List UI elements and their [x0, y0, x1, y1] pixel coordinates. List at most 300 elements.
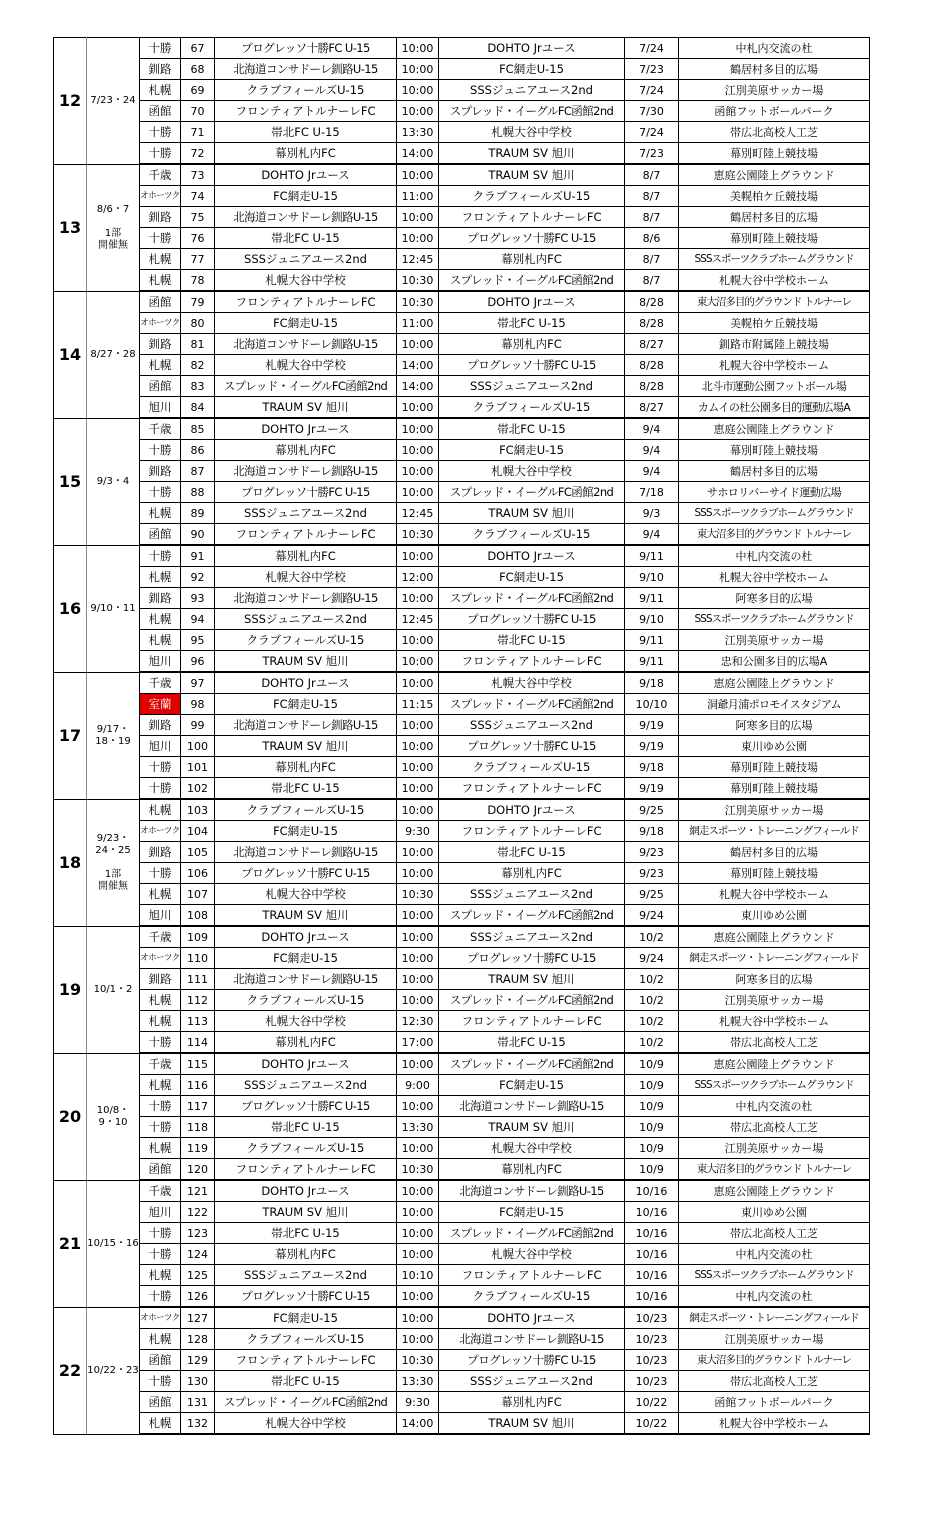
- match-area: 十勝: [140, 1286, 181, 1308]
- away-team: FC網走U-15: [439, 59, 625, 80]
- home-team: 札幌大谷中学校: [215, 1011, 397, 1032]
- match-area: 釧路: [140, 334, 181, 355]
- match-row: [54, 376, 870, 397]
- match-area: 札幌: [140, 567, 181, 588]
- match-date: 9/4: [625, 461, 679, 482]
- kickoff-time: 9:30: [397, 821, 439, 842]
- home-team: TRAUM SV 旭川: [215, 905, 397, 927]
- home-team: 北海道コンサドーレ釧路U-15: [215, 334, 397, 355]
- match-row: [54, 207, 870, 228]
- match-row: [54, 355, 870, 376]
- venue-name: 中札内交流の杜: [679, 545, 870, 567]
- match-number: 67: [181, 38, 215, 59]
- match-row: [54, 1223, 870, 1244]
- venue-name: 東川ゆめ公園: [679, 1202, 870, 1223]
- away-team: スプレッド・イーグルFC函館2nd: [439, 482, 625, 503]
- kickoff-time: 10:30: [397, 524, 439, 546]
- venue-name: 阿寒多目的広場: [679, 715, 870, 736]
- match-area: 札幌: [140, 1075, 181, 1096]
- kickoff-time: 10:00: [397, 101, 439, 122]
- venue-name: 鶴居村多目的広場: [679, 207, 870, 228]
- match-number: 96: [181, 651, 215, 673]
- match-number: 112: [181, 990, 215, 1011]
- match-date: 9/25: [625, 799, 679, 821]
- match-area: オホーツク: [140, 821, 181, 842]
- away-team: DOHTO Jrユース: [439, 545, 625, 567]
- venue-name: 釧路市附属陸上競技場: [679, 334, 870, 355]
- match-number: 90: [181, 524, 215, 546]
- home-team: 帯北FC U-15: [215, 228, 397, 249]
- match-number: 130: [181, 1371, 215, 1392]
- section-number: 21: [54, 1180, 87, 1307]
- match-row: [54, 249, 870, 270]
- match-date: 7/24: [625, 122, 679, 143]
- away-team: クラブフィールズU-15: [439, 186, 625, 207]
- match-area: 函館: [140, 1350, 181, 1371]
- away-team: プログレッソ十勝FC U-15: [439, 609, 625, 630]
- section-dates: 10/22・23: [87, 1307, 140, 1434]
- venue-name: 忠和公園多目的広場A: [679, 651, 870, 673]
- kickoff-time: 12:45: [397, 503, 439, 524]
- away-team: TRAUM SV 旭川: [439, 164, 625, 186]
- match-area: 十勝: [140, 143, 181, 165]
- match-row: [54, 545, 870, 567]
- section-number: 20: [54, 1053, 87, 1180]
- match-number: 123: [181, 1223, 215, 1244]
- venue-name: 美幌柏ケ丘競技場: [679, 186, 870, 207]
- section-number: 17: [54, 672, 87, 799]
- match-number: 92: [181, 567, 215, 588]
- match-date: 7/23: [625, 59, 679, 80]
- away-team: TRAUM SV 旭川: [439, 1117, 625, 1138]
- match-area: 札幌: [140, 609, 181, 630]
- away-team: FC網走U-15: [439, 567, 625, 588]
- kickoff-time: 10:00: [397, 38, 439, 59]
- match-number: 75: [181, 207, 215, 228]
- kickoff-time: 14:00: [397, 1413, 439, 1435]
- match-area: 十勝: [140, 1371, 181, 1392]
- kickoff-time: 10:00: [397, 1096, 439, 1117]
- match-number: 77: [181, 249, 215, 270]
- home-team: SSSジュニアユース2nd: [215, 1265, 397, 1286]
- match-number: 98: [181, 694, 215, 715]
- away-team: 幕別札内FC: [439, 1159, 625, 1181]
- venue-name: 阿寒多目的広場: [679, 588, 870, 609]
- match-date: 10/16: [625, 1180, 679, 1202]
- match-date: 9/4: [625, 524, 679, 546]
- kickoff-time: 12:30: [397, 1011, 439, 1032]
- away-team: スプレッド・イーグルFC函館2nd: [439, 101, 625, 122]
- match-row: [54, 863, 870, 884]
- away-team: 帯北FC U-15: [439, 630, 625, 651]
- match-area: 釧路: [140, 969, 181, 990]
- home-team: クラブフィールズU-15: [215, 990, 397, 1011]
- match-date: 9/23: [625, 863, 679, 884]
- match-row: [54, 503, 870, 524]
- match-row: [54, 1053, 870, 1075]
- match-row: [54, 270, 870, 292]
- match-row: [54, 1350, 870, 1371]
- away-team: プログレッソ十勝FC U-15: [439, 1350, 625, 1371]
- match-number: 124: [181, 1244, 215, 1265]
- match-row: [54, 38, 870, 59]
- match-row: [54, 715, 870, 736]
- away-team: スプレッド・イーグルFC函館2nd: [439, 588, 625, 609]
- match-number: 79: [181, 291, 215, 313]
- away-team: スプレッド・イーグルFC函館2nd: [439, 990, 625, 1011]
- home-team: 北海道コンサドーレ釧路U-15: [215, 588, 397, 609]
- match-area: 釧路: [140, 715, 181, 736]
- home-team: フロンティアトルナーレFC: [215, 291, 397, 313]
- section-number: 15: [54, 418, 87, 545]
- match-date: 9/24: [625, 905, 679, 927]
- match-number: 107: [181, 884, 215, 905]
- match-date: 8/7: [625, 207, 679, 228]
- match-number: 87: [181, 461, 215, 482]
- home-team: 北海道コンサドーレ釧路U-15: [215, 842, 397, 863]
- match-date: 8/7: [625, 249, 679, 270]
- kickoff-time: 11:00: [397, 313, 439, 334]
- section-number: 18: [54, 799, 87, 926]
- match-number: 72: [181, 143, 215, 165]
- match-date: 10/2: [625, 1011, 679, 1032]
- home-team: FC網走U-15: [215, 948, 397, 969]
- match-area: オホーツク: [140, 948, 181, 969]
- home-team: プログレッソ十勝FC U-15: [215, 38, 397, 59]
- match-area: 札幌: [140, 630, 181, 651]
- kickoff-time: 9:00: [397, 1075, 439, 1096]
- match-area: 函館: [140, 524, 181, 546]
- away-team: スプレッド・イーグルFC函館2nd: [439, 905, 625, 927]
- match-number: 95: [181, 630, 215, 651]
- match-row: [54, 1180, 870, 1202]
- home-team: クラブフィールズU-15: [215, 1138, 397, 1159]
- venue-name: 恵庭公園陸上グラウンド: [679, 926, 870, 948]
- kickoff-time: 10:00: [397, 59, 439, 80]
- away-team: 札幌大谷中学校: [439, 672, 625, 694]
- match-date: 10/2: [625, 990, 679, 1011]
- home-team: 札幌大谷中学校: [215, 884, 397, 905]
- venue-name: 幕別町陸上競技場: [679, 440, 870, 461]
- venue-name: SSSスポーツクラブホームグラウンド: [679, 1075, 870, 1096]
- match-date: 10/9: [625, 1096, 679, 1117]
- match-area: 千歳: [140, 1053, 181, 1075]
- kickoff-time: 13:30: [397, 1371, 439, 1392]
- match-date: 9/4: [625, 440, 679, 461]
- match-area: 十勝: [140, 38, 181, 59]
- match-number: 81: [181, 334, 215, 355]
- match-date: 9/10: [625, 567, 679, 588]
- venue-name: 幕別町陸上競技場: [679, 863, 870, 884]
- match-date: 10/22: [625, 1413, 679, 1435]
- away-team: プログレッソ十勝FC U-15: [439, 736, 625, 757]
- venue-name: 東大沼多目的グラウンド トルナーレ: [679, 1350, 870, 1371]
- kickoff-time: 10:00: [397, 1244, 439, 1265]
- venue-name: 鶴居村多目的広場: [679, 461, 870, 482]
- away-team: プログレッソ十勝FC U-15: [439, 228, 625, 249]
- kickoff-time: 10:00: [397, 672, 439, 694]
- match-date: 10/16: [625, 1286, 679, 1308]
- venue-name: 阿寒多目的広場: [679, 969, 870, 990]
- home-team: クラブフィールズU-15: [215, 630, 397, 651]
- match-number: 116: [181, 1075, 215, 1096]
- section-dates: 10/8・ 9・10: [87, 1053, 140, 1180]
- match-number: 111: [181, 969, 215, 990]
- match-area: 千歳: [140, 926, 181, 948]
- kickoff-time: 10:00: [397, 799, 439, 821]
- venue-name: 恵庭公園陸上グラウンド: [679, 672, 870, 694]
- match-area: 旭川: [140, 1202, 181, 1223]
- kickoff-time: 10:00: [397, 736, 439, 757]
- away-team: DOHTO Jrユース: [439, 38, 625, 59]
- kickoff-time: 10:00: [397, 630, 439, 651]
- match-row: [54, 1286, 870, 1308]
- match-row: [54, 1032, 870, 1054]
- match-date: 8/28: [625, 376, 679, 397]
- match-area: 函館: [140, 1159, 181, 1181]
- home-team: 北海道コンサドーレ釧路U-15: [215, 59, 397, 80]
- away-team: 札幌大谷中学校: [439, 1138, 625, 1159]
- match-date: 8/7: [625, 164, 679, 186]
- match-date: 9/11: [625, 651, 679, 673]
- match-row: [54, 1202, 870, 1223]
- kickoff-time: 10:00: [397, 715, 439, 736]
- home-team: 札幌大谷中学校: [215, 355, 397, 376]
- section-number: 19: [54, 926, 87, 1053]
- match-row: [54, 588, 870, 609]
- away-team: フロンティアトルナーレFC: [439, 1265, 625, 1286]
- match-area: 函館: [140, 1392, 181, 1413]
- home-team: TRAUM SV 旭川: [215, 651, 397, 673]
- kickoff-time: 10:00: [397, 842, 439, 863]
- home-team: 北海道コンサドーレ釧路U-15: [215, 207, 397, 228]
- kickoff-time: 10:00: [397, 207, 439, 228]
- match-row: [54, 694, 870, 715]
- match-area: 旭川: [140, 736, 181, 757]
- venue-name: SSSスポーツクラブホームグラウンド: [679, 249, 870, 270]
- home-team: SSSジュニアユース2nd: [215, 1075, 397, 1096]
- match-area: 札幌: [140, 1329, 181, 1350]
- home-team: 幕別札内FC: [215, 1032, 397, 1054]
- match-area: 札幌: [140, 503, 181, 524]
- venue-name: 函館フットボールパーク: [679, 1392, 870, 1413]
- match-area: 札幌: [140, 1138, 181, 1159]
- match-row: [54, 567, 870, 588]
- match-date: 9/18: [625, 757, 679, 778]
- away-team: 幕別札内FC: [439, 1392, 625, 1413]
- match-row: [54, 1265, 870, 1286]
- kickoff-time: 17:00: [397, 1032, 439, 1054]
- match-number: 94: [181, 609, 215, 630]
- away-team: 札幌大谷中学校: [439, 122, 625, 143]
- kickoff-time: 12:00: [397, 567, 439, 588]
- match-row: [54, 122, 870, 143]
- venue-name: 札幌大谷中学校ホーム: [679, 355, 870, 376]
- match-number: 113: [181, 1011, 215, 1032]
- away-team: 帯北FC U-15: [439, 842, 625, 863]
- match-row: [54, 143, 870, 165]
- home-team: プログレッソ十勝FC U-15: [215, 863, 397, 884]
- section-dates: 8/27・28: [87, 291, 140, 418]
- match-date: 7/24: [625, 38, 679, 59]
- match-row: [54, 884, 870, 905]
- match-row: [54, 1011, 870, 1032]
- venue-name: 中札内交流の杜: [679, 1244, 870, 1265]
- match-number: 118: [181, 1117, 215, 1138]
- away-team: プログレッソ十勝FC U-15: [439, 948, 625, 969]
- match-area: 釧路: [140, 207, 181, 228]
- match-number: 71: [181, 122, 215, 143]
- away-team: TRAUM SV 旭川: [439, 1413, 625, 1435]
- away-team: クラブフィールズU-15: [439, 1286, 625, 1308]
- match-row: [54, 736, 870, 757]
- match-number: 115: [181, 1053, 215, 1075]
- match-date: 7/23: [625, 143, 679, 165]
- away-team: 帯北FC U-15: [439, 313, 625, 334]
- section-number: 16: [54, 545, 87, 672]
- venue-name: SSSスポーツクラブホームグラウンド: [679, 609, 870, 630]
- section-dates: 9/23・ 24・25 1部 開催無: [87, 799, 140, 926]
- match-number: 120: [181, 1159, 215, 1181]
- match-date: 10/23: [625, 1371, 679, 1392]
- section-dates: 10/15・16: [87, 1180, 140, 1307]
- match-area: 札幌: [140, 799, 181, 821]
- kickoff-time: 10:30: [397, 1350, 439, 1371]
- venue-name: 江別美原サッカー場: [679, 990, 870, 1011]
- venue-name: 東川ゆめ公園: [679, 905, 870, 927]
- venue-name: 帯広北高校人工芝: [679, 1117, 870, 1138]
- away-team: SSSジュニアユース2nd: [439, 376, 625, 397]
- match-date: 8/6: [625, 228, 679, 249]
- match-date: 10/10: [625, 694, 679, 715]
- match-date: 7/18: [625, 482, 679, 503]
- match-date: 9/18: [625, 672, 679, 694]
- kickoff-time: 10:00: [397, 1202, 439, 1223]
- venue-name: 恵庭公園陸上グラウンド: [679, 1053, 870, 1075]
- kickoff-time: 10:00: [397, 334, 439, 355]
- match-number: 108: [181, 905, 215, 927]
- match-row: [54, 440, 870, 461]
- match-date: 10/16: [625, 1244, 679, 1265]
- venue-name: サホロリバーサイド運動広場: [679, 482, 870, 503]
- home-team: スプレッド・イーグルFC函館2nd: [215, 1392, 397, 1413]
- match-date: 9/25: [625, 884, 679, 905]
- match-date: 10/9: [625, 1075, 679, 1096]
- venue-name: 中札内交流の杜: [679, 38, 870, 59]
- home-team: TRAUM SV 旭川: [215, 397, 397, 419]
- match-area: オホーツク: [140, 313, 181, 334]
- away-team: 札幌大谷中学校: [439, 1244, 625, 1265]
- kickoff-time: 10:00: [397, 1180, 439, 1202]
- match-date: 10/2: [625, 926, 679, 948]
- section-dates: 7/23・24: [87, 38, 140, 165]
- venue-name: 中札内交流の杜: [679, 1286, 870, 1308]
- venue-name: 江別美原サッカー場: [679, 1138, 870, 1159]
- match-row: [54, 948, 870, 969]
- section-number: 14: [54, 291, 87, 418]
- home-team: クラブフィールズU-15: [215, 799, 397, 821]
- match-number: 103: [181, 799, 215, 821]
- match-area: 十勝: [140, 1117, 181, 1138]
- match-number: 85: [181, 418, 215, 440]
- venue-name: 東大沼多目的グラウンド トルナーレ: [679, 524, 870, 546]
- venue-name: 帯広北高校人工芝: [679, 122, 870, 143]
- away-team: 北海道コンサドーレ釧路U-15: [439, 1096, 625, 1117]
- match-number: 97: [181, 672, 215, 694]
- match-area: 釧路: [140, 588, 181, 609]
- match-number: 110: [181, 948, 215, 969]
- home-team: 札幌大谷中学校: [215, 567, 397, 588]
- kickoff-time: 10:00: [397, 863, 439, 884]
- match-date: 7/30: [625, 101, 679, 122]
- kickoff-time: 10:00: [397, 905, 439, 927]
- away-team: FC網走U-15: [439, 1202, 625, 1223]
- home-team: 幕別札内FC: [215, 143, 397, 165]
- home-team: クラブフィールズU-15: [215, 1329, 397, 1350]
- away-team: フロンティアトルナーレFC: [439, 1011, 625, 1032]
- kickoff-time: 10:00: [397, 1223, 439, 1244]
- home-team: SSSジュニアユース2nd: [215, 503, 397, 524]
- home-team: プログレッソ十勝FC U-15: [215, 1096, 397, 1117]
- venue-name: 恵庭公園陸上グラウンド: [679, 418, 870, 440]
- kickoff-time: 10:00: [397, 1053, 439, 1075]
- match-area: 室蘭: [140, 694, 181, 715]
- away-team: SSSジュニアユース2nd: [439, 715, 625, 736]
- match-date: 9/11: [625, 630, 679, 651]
- match-area: 十勝: [140, 1244, 181, 1265]
- section-number: 13: [54, 164, 87, 291]
- match-row: [54, 672, 870, 694]
- venue-name: 江別美原サッカー場: [679, 1329, 870, 1350]
- match-area: 札幌: [140, 1265, 181, 1286]
- venue-name: 恵庭公園陸上グラウンド: [679, 164, 870, 186]
- match-row: [54, 757, 870, 778]
- match-number: 70: [181, 101, 215, 122]
- match-row: [54, 905, 870, 927]
- match-area: 十勝: [140, 1223, 181, 1244]
- kickoff-time: 12:45: [397, 609, 439, 630]
- match-number: 86: [181, 440, 215, 461]
- away-team: FC網走U-15: [439, 440, 625, 461]
- home-team: FC網走U-15: [215, 694, 397, 715]
- venue-name: 江別美原サッカー場: [679, 630, 870, 651]
- match-date: 10/9: [625, 1053, 679, 1075]
- venue-name: 札幌大谷中学校ホーム: [679, 884, 870, 905]
- match-row: [54, 1244, 870, 1265]
- match-area: オホーツク: [140, 186, 181, 207]
- away-team: フロンティアトルナーレFC: [439, 207, 625, 228]
- match-row: [54, 969, 870, 990]
- match-row: [54, 461, 870, 482]
- section-dates: 9/3・4: [87, 418, 140, 545]
- match-row: [54, 630, 870, 651]
- match-area: 十勝: [140, 757, 181, 778]
- match-row: [54, 186, 870, 207]
- away-team: クラブフィールズU-15: [439, 757, 625, 778]
- match-number: 105: [181, 842, 215, 863]
- away-team: 北海道コンサドーレ釧路U-15: [439, 1180, 625, 1202]
- home-team: スプレッド・イーグルFC函館2nd: [215, 376, 397, 397]
- away-team: スプレッド・イーグルFC函館2nd: [439, 1223, 625, 1244]
- venue-name: 鶴居村多目的広場: [679, 59, 870, 80]
- venue-name: 鶴居村多目的広場: [679, 842, 870, 863]
- match-row: [54, 291, 870, 313]
- venue-name: 中札内交流の杜: [679, 1096, 870, 1117]
- match-area: 十勝: [140, 1032, 181, 1054]
- home-team: 帯北FC U-15: [215, 1371, 397, 1392]
- kickoff-time: 10:30: [397, 1159, 439, 1181]
- home-team: SSSジュニアユース2nd: [215, 609, 397, 630]
